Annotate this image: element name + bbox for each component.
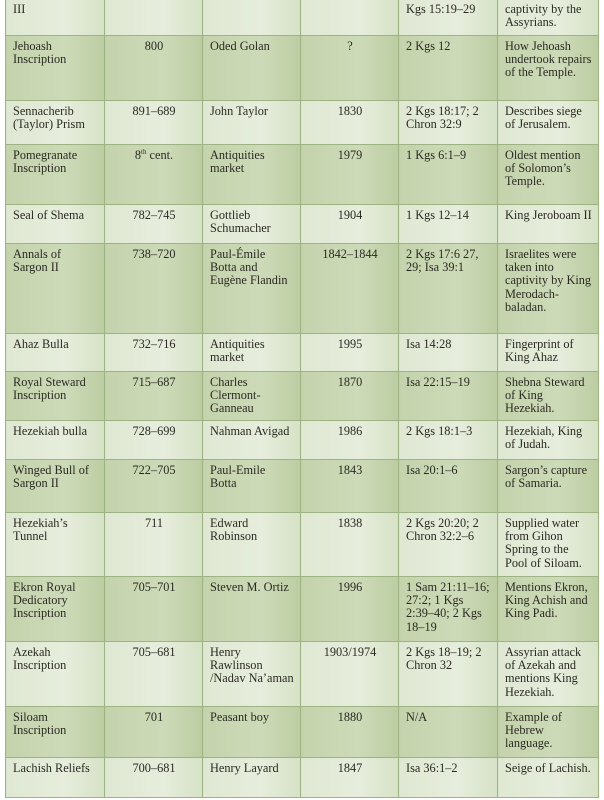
- table-row: [6, 244, 599, 334]
- table-row: [6, 101, 599, 145]
- cell-artifact: Ahaz Bulla: [6, 334, 105, 372]
- cell-discoverer: Oded Golan: [203, 36, 301, 101]
- cell-discoverer: Antiquities market: [203, 334, 301, 372]
- cell-significance: Shebna Steward of King Hezekiah.: [498, 372, 599, 421]
- cell-discoverer: Gottlieb Schumacher: [203, 205, 301, 244]
- table-row: [6, 145, 599, 205]
- cell-artifact: Annals of Sargon II: [6, 244, 105, 334]
- cell-significance: Sargon’s capture of Samaria.: [498, 460, 599, 513]
- cell-bible-reference: 1 Kgs 6:1–9: [399, 145, 498, 205]
- cell-discoverer: John Taylor: [203, 101, 301, 145]
- cell-artifact: Winged Bull of Sargon II: [6, 460, 105, 513]
- cell-artifact: Pomegranate Inscription: [6, 145, 105, 205]
- cell-year-discovered: 1842–1844: [301, 244, 399, 334]
- cell-artifact: Royal Steward Inscription: [6, 372, 105, 421]
- cell-artifact: Siloam Inscription: [6, 707, 105, 758]
- cell-date: 732–716: [105, 334, 203, 372]
- cell-discoverer: Antiquities market: [203, 145, 301, 205]
- cell-date: 8th cent.: [105, 145, 203, 205]
- table-row: [6, 334, 599, 372]
- cell-significance: Example of Hebrew language.: [498, 707, 599, 758]
- cell-bible-reference: 2 Kgs 20:20; 2 Chron 32:2–6: [399, 513, 498, 577]
- cell-artifact: Azekah Inscription: [6, 642, 105, 707]
- cell-date: 715–687: [105, 372, 203, 421]
- cell-year-discovered: 1847: [301, 758, 399, 798]
- cell-date: 722–705: [105, 460, 203, 513]
- cell-bible-reference: 2 Kgs 18–19; 2 Chron 32: [399, 642, 498, 707]
- cell-date: [105, 0, 203, 36]
- cell-date: 705–681: [105, 642, 203, 707]
- cell-discoverer: [203, 0, 301, 36]
- cell-bible-reference: 1 Sam 21:11–16; 27:2; 1 Kgs 2:39–40; 2 Kgs 18–19: [399, 577, 498, 642]
- cell-significance: Seige of Lachish.: [498, 758, 599, 798]
- cell-significance: Israelites were taken into captivity by King Merodach-baladan.: [498, 244, 599, 334]
- cell-bible-reference: Kgs 15:19–29: [399, 0, 498, 36]
- cell-significance: Fingerprint of King Ahaz: [498, 334, 599, 372]
- table-row: [6, 707, 599, 758]
- cell-date: 738–720: [105, 244, 203, 334]
- cell-bible-reference: Isa 22:15–19: [399, 372, 498, 421]
- cell-date: 800: [105, 36, 203, 101]
- cell-discoverer: Henry Rawlinson /Nadav Na’aman: [203, 642, 301, 707]
- table-row: [6, 0, 599, 36]
- cell-artifact: Ekron Royal Dedicatory Inscription: [6, 577, 105, 642]
- cell-year-discovered: 1870: [301, 372, 399, 421]
- cell-significance: Supplied water from Gihon Spring to the Pool of Siloam.: [498, 513, 599, 577]
- table-row: [6, 460, 599, 513]
- cell-bible-reference: 2 Kgs 12: [399, 36, 498, 101]
- cell-significance: How Jehoash undertook repairs of the Temple.: [498, 36, 599, 101]
- cell-artifact: Lachish Reliefs: [6, 758, 105, 798]
- cell-significance: captivity by the Assyrians.: [498, 0, 599, 36]
- cell-date: 701: [105, 707, 203, 758]
- cell-significance: Oldest mention of Solomon’s Temple.: [498, 145, 599, 205]
- cell-year-discovered: 1843: [301, 460, 399, 513]
- cell-artifact: Sennacherib (Taylor) Prism: [6, 101, 105, 145]
- artifacts-table: [5, 0, 599, 798]
- cell-bible-reference: 1 Kgs 12–14: [399, 205, 498, 244]
- cell-bible-reference: 2 Kgs 18:1–3: [399, 421, 498, 460]
- cell-significance: Assyrian attack of Azekah and mentions King Hezekiah.: [498, 642, 599, 707]
- cell-date: 728–699: [105, 421, 203, 460]
- cell-date: 711: [105, 513, 203, 577]
- cell-year-discovered: 1838: [301, 513, 399, 577]
- table-row: [6, 642, 599, 707]
- cell-discoverer: Charles Clermont-Ganneau: [203, 372, 301, 421]
- cell-year-discovered: 1904: [301, 205, 399, 244]
- cell-year-discovered: 1903/1974: [301, 642, 399, 707]
- cell-artifact: III: [6, 0, 105, 36]
- cell-significance: Describes siege of Jerusalem.: [498, 101, 599, 145]
- cell-significance: Mentions Ekron, King Achish and King Padi.: [498, 577, 599, 642]
- cell-bible-reference: 2 Kgs 17:6 27, 29; Isa 39:1: [399, 244, 498, 334]
- cell-discoverer: Steven M. Ortiz: [203, 577, 301, 642]
- cell-year-discovered: 1996: [301, 577, 399, 642]
- cell-artifact: Seal of Shema: [6, 205, 105, 244]
- cell-year-discovered: [301, 0, 399, 36]
- cell-artifact: Hezekiah bulla: [6, 421, 105, 460]
- table-row: [6, 36, 599, 101]
- cell-year-discovered: 1830: [301, 101, 399, 145]
- cell-year-discovered: 1979: [301, 145, 399, 205]
- table-row: [6, 421, 599, 460]
- table-body: [6, 0, 599, 798]
- cell-year-discovered: 1986: [301, 421, 399, 460]
- cell-discoverer: Henry Layard: [203, 758, 301, 798]
- cell-date: 705–701: [105, 577, 203, 642]
- table-row: [6, 372, 599, 421]
- table-row: [6, 205, 599, 244]
- cell-discoverer: Peasant boy: [203, 707, 301, 758]
- cell-artifact: Jehoash Inscription: [6, 36, 105, 101]
- cell-year-discovered: 1880: [301, 707, 399, 758]
- cell-bible-reference: N/A: [399, 707, 498, 758]
- cell-discoverer: Nahman Avigad: [203, 421, 301, 460]
- cell-artifact: Hezekiah’s Tunnel: [6, 513, 105, 577]
- cell-bible-reference: Isa 36:1–2: [399, 758, 498, 798]
- table-row: [6, 758, 599, 798]
- cell-bible-reference: Isa 14:28: [399, 334, 498, 372]
- cell-bible-reference: 2 Kgs 18:17; 2 Chron 32:9: [399, 101, 498, 145]
- cell-year-discovered: ?: [301, 36, 399, 101]
- cell-discoverer: Paul-Emile Botta: [203, 460, 301, 513]
- cell-significance: Hezekiah, King of Judah.: [498, 421, 599, 460]
- cell-date: 700–681: [105, 758, 203, 798]
- cell-date: 891–689: [105, 101, 203, 145]
- cell-year-discovered: 1995: [301, 334, 399, 372]
- cell-date: 782–745: [105, 205, 203, 244]
- table-row: [6, 577, 599, 642]
- cell-bible-reference: Isa 20:1–6: [399, 460, 498, 513]
- cell-discoverer: Paul-Émile Botta and Eugène Flandin: [203, 244, 301, 334]
- cell-significance: King Jeroboam II: [498, 205, 599, 244]
- table-row: [6, 513, 599, 577]
- cell-discoverer: Edward Robinson: [203, 513, 301, 577]
